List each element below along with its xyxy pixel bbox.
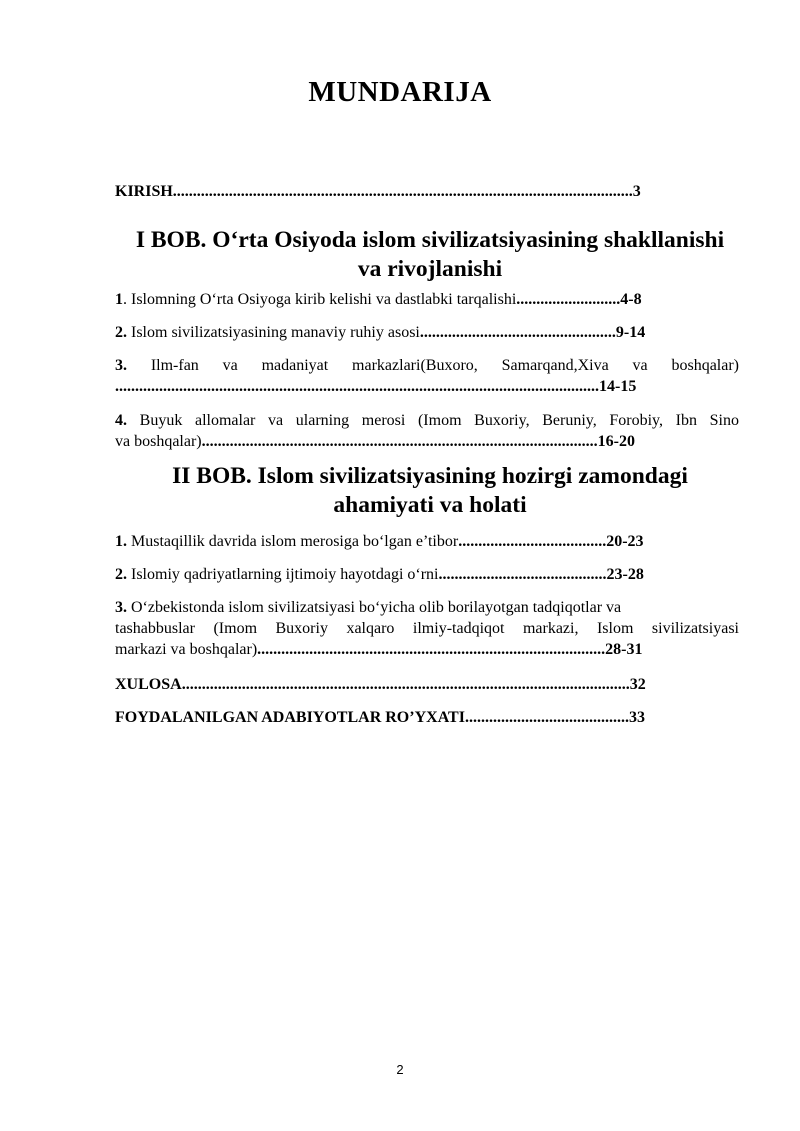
- toc-entry-text-line3: [115, 639, 739, 660]
- toc-entry-references[interactable]: [115, 707, 739, 728]
- toc-entry-number: 2.: [115, 324, 127, 341]
- page-title: MUNDARIJA: [308, 76, 492, 108]
- chapter-2-heading: [100, 462, 760, 520]
- toc-entry-text-line2: [115, 431, 739, 452]
- toc-page-number: 4-8: [620, 291, 642, 308]
- toc-entry-label: KIRISH: [115, 183, 173, 200]
- toc-page-number: 32: [629, 676, 646, 693]
- toc-entry-text-line2: [115, 618, 739, 639]
- page-number: 2: [396, 1062, 404, 1077]
- toc-entry-2-3[interactable]: [115, 597, 739, 660]
- toc-entry-text: tashabbuslar (Imom Buxoriy xalqaro ilmiy-tadqiqot markazi, Islom sivilizatsiyasi: [115, 620, 739, 637]
- toc-entry-number: 1.: [115, 533, 127, 550]
- toc-page-number: 33: [628, 709, 645, 726]
- toc-entry-text: Mustaqillik davrida islom merosiga bo‘lgan e’tibor: [127, 533, 459, 550]
- toc-entry-text: va boshqalar): [115, 433, 202, 450]
- toc-leader-dots: .......................................................................................: [257, 641, 606, 658]
- toc-entry-2-1[interactable]: [115, 531, 739, 552]
- toc-entry-text: Islom sivilizatsiyasining manaviy ruhiy asosi: [127, 324, 420, 341]
- chapter-1-heading-line1: I BOB. O‘rta Osiyoda islom sivilizatsiyasining shakllanishi: [135, 227, 725, 253]
- toc-entry-text-line1: [115, 410, 739, 431]
- toc-leader-dots: .................................................: [419, 324, 616, 341]
- toc-page-number: 16-20: [597, 433, 635, 450]
- chapter-2-heading-line2: ahamiyati va holati: [333, 492, 527, 518]
- toc-entry-text-line2: [115, 376, 739, 397]
- toc-entry-1-1[interactable]: [115, 289, 739, 310]
- toc-entry-text: . Islomning O‘rta Osiyoga kirib kelishi va dastlabki tarqalishi: [123, 291, 517, 308]
- toc-entry-1-2[interactable]: [115, 322, 739, 343]
- toc-entry-text: Ilm-fan va madaniyat markazlari(Buxoro, Samarqand,Xiva va boshqalar): [127, 357, 739, 374]
- toc-entry-number: 4.: [115, 412, 127, 429]
- toc-entry-1-3[interactable]: [115, 355, 739, 397]
- toc-leader-dots: .........................................................................................................................: [115, 378, 599, 395]
- toc-entry-number: 2.: [115, 566, 127, 583]
- toc-entry-1-4[interactable]: [115, 410, 739, 452]
- toc-page-number: 3: [632, 183, 641, 200]
- toc-entry-conclusion[interactable]: [115, 674, 739, 695]
- toc-entry-text: Buyuk allomalar va ularning merosi (Imom Buxoriy, Beruniy, Forobiy, Ibn Sino: [127, 412, 739, 429]
- toc-entry-text-line1: [115, 355, 739, 376]
- toc-entry-text-line1: [115, 597, 739, 618]
- toc-leader-dots: .........................................: [464, 709, 629, 726]
- toc-entry-label: XULOSA: [115, 676, 182, 693]
- toc-page-number: 9-14: [615, 324, 646, 341]
- toc-entry-text: O‘zbekistonda islom sivilizatsiyasi bo‘yicha olib borilayotgan tadqiqotlar va: [127, 599, 622, 616]
- chapter-1-heading-line2: va rivojlanishi: [357, 256, 503, 282]
- toc-entry-number: 1: [115, 291, 123, 308]
- toc-leader-dots: ................................................................................................................: [181, 676, 630, 693]
- toc-entry-text: Islomiy qadriyatlarning ijtimoiy hayotdagi o‘rni: [127, 566, 439, 583]
- toc-page-number: 14-15: [599, 378, 637, 395]
- toc-entry-intro[interactable]: [115, 181, 739, 202]
- toc-page-number: 20-23: [606, 533, 644, 550]
- toc-entry-number: 3.: [115, 357, 127, 374]
- toc-leader-dots: ..........................................: [438, 566, 607, 583]
- toc-leader-dots: ..........................: [516, 291, 621, 308]
- chapter-2-heading-line1: II BOB. Islom sivilizatsiyasining hozirgi zamondagi: [172, 463, 688, 489]
- toc-entry-number: 3.: [115, 599, 127, 616]
- toc-leader-dots: .....................................: [458, 533, 607, 550]
- chapter-1-heading: [100, 226, 760, 284]
- toc-entry-label: FOYDALANILGAN ADABIYOTLAR RO’YXATI: [115, 709, 465, 726]
- toc-entry-2-2[interactable]: [115, 564, 739, 585]
- toc-page-number: 28-31: [605, 641, 643, 658]
- toc-leader-dots: ...................................................................................................: [201, 433, 598, 450]
- toc-page-number: 23-28: [606, 566, 644, 583]
- toc-leader-dots: ...................................................................................................................: [172, 183, 633, 200]
- toc-entry-text: markazi va boshqalar): [115, 641, 258, 658]
